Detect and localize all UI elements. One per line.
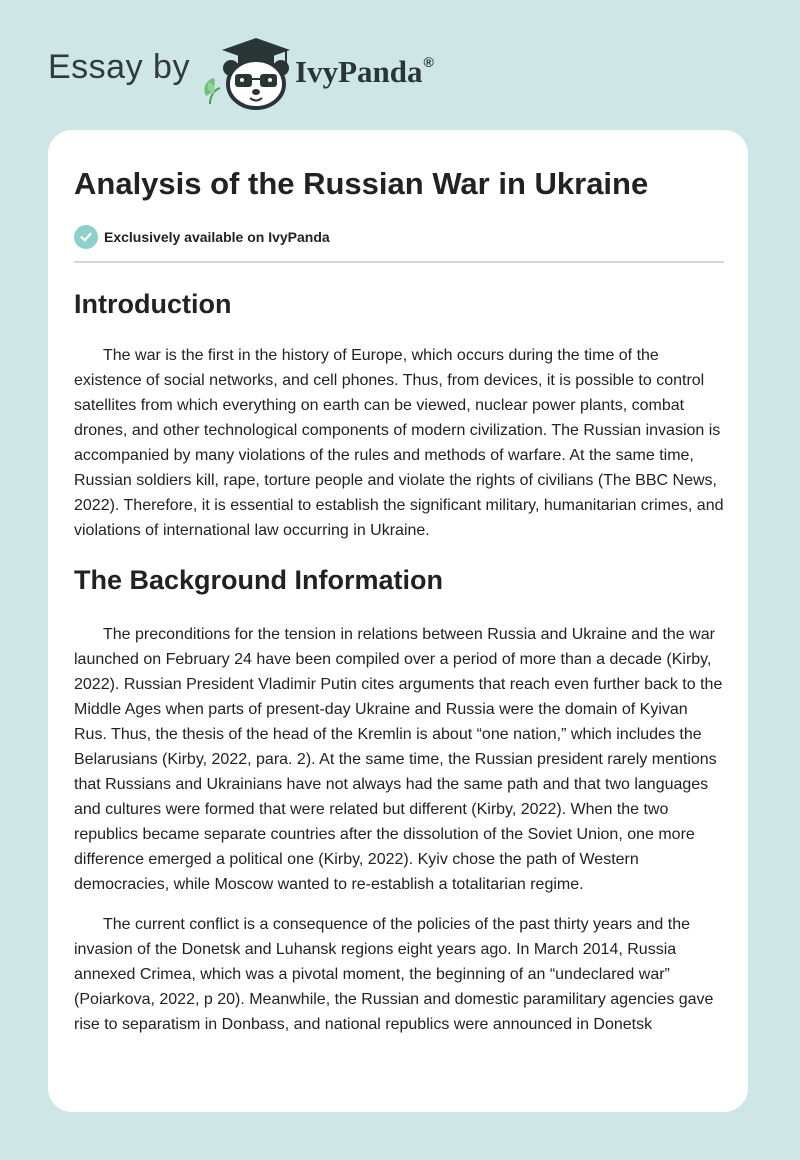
page-title: Analysis of the Russian War in Ukraine: [74, 166, 649, 201]
paragraph: The preconditions for the tension in relations between Russia and Ukraine and the war launched on February 24 have been compiled over a period of more than a decade (Kirby, 2022). Russian President Vladimir Putin cites arguments that reach even further back to the Middle Ages when parts of present-day Ukraine and Russia were the domain of Kyivan Rus. Thus, the thesis of the head of the Kremlin is about “one nation,” which includes the Belarusians (Kirby, 2022, para. 2). At the same time, the Russian president rarely mentions that Russians and Ukrainians have not always had the same path and that two languages and cultures were formed that were related but different (Kirby, 2022). When the two republics became separate countries after the dissolution of the Soviet Union, one more difference emerged a political one (Kirby, 2022). Kyiv chose the path of Western democracies, while Moscow wanted to re-establish a totalitarian regime.: [74, 626, 723, 893]
check-circle-icon: [74, 225, 98, 249]
badge-label: Exclusively available on IvyPanda: [104, 229, 330, 245]
section-heading-background: The Background Information: [74, 565, 444, 595]
title-divider: [74, 261, 724, 263]
brand-name: IvyPanda®: [295, 53, 434, 89]
article-card: [48, 130, 748, 1112]
section-heading-introduction: Introduction: [74, 289, 232, 319]
brand-header[interactable]: [48, 30, 468, 110]
article-content: [74, 164, 724, 1037]
brand-prefix: Essay by: [48, 48, 190, 86]
panda-logo-icon: [200, 34, 294, 110]
paragraph: The current conflict is a consequence of the policies of the past thirty years and the invasion of the Donetsk and Luhansk regions eight years ago. In March 2014, Russia annexed Crimea, which was a pivotal moment, the beginning of an “undeclared war” (Poiarkova, 2022, p 20). Meanwhile, the Russian and domestic paramilitary agencies gave rise to separatism in Donbass, and national republics were announced in Donetsk: [74, 916, 714, 1033]
paragraph: The war is the first in the history of Europe, which occurs during the time of the existence of social networks, and cell phones. Thus, from devices, it is possible to control satellites from which everything on earth can be viewed, nuclear power plants, combat drones, and other technological components of modern civilization. The Russian invasion is accompanied by many violations of the rules and methods of warfare. At the same time, Russian soldiers kill, rape, torture people and violate the rights of civilians (The BBC News, 2022). Therefore, it is essential to establish the significant military, humanitarian crimes, and violations of international law occurring in Ukraine.: [74, 347, 724, 539]
exclusive-badge: [74, 224, 724, 250]
